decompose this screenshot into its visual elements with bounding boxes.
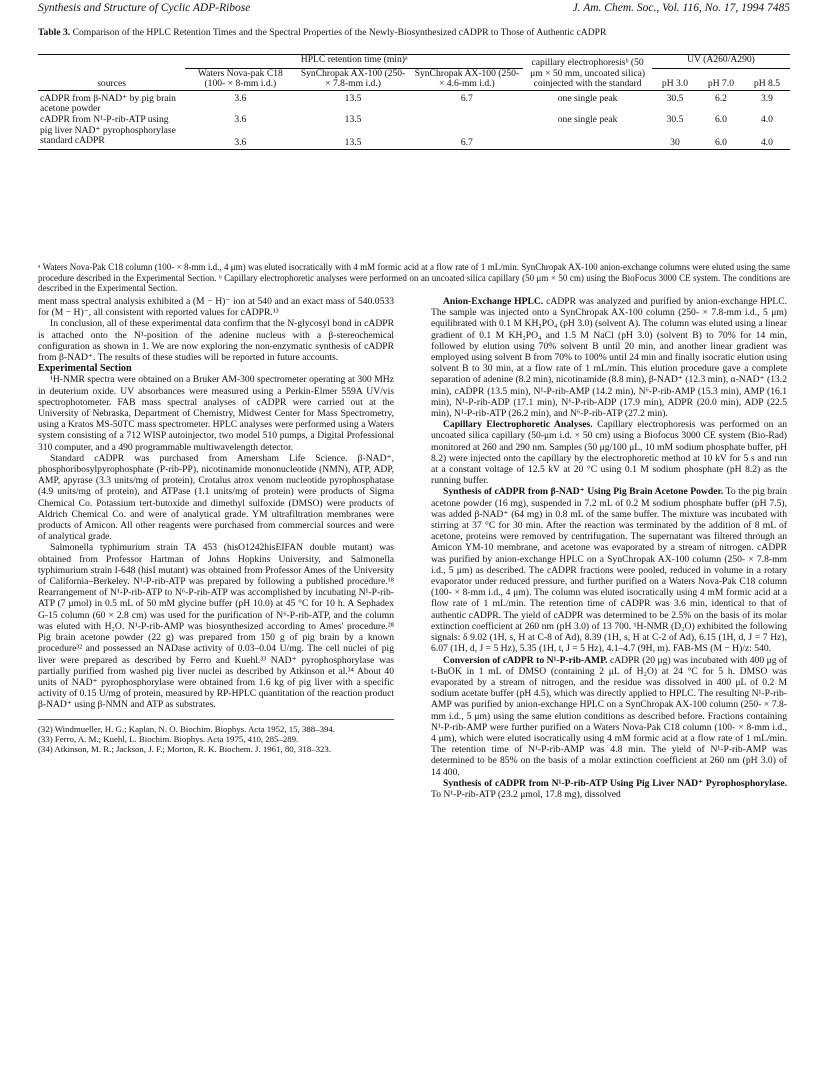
paragraph: Standard cADPR was purchased from Amersham Life Science. β-NAD⁺, phosphoribosylpyrophosphate (P-rib-PP), nicotinamide mononucleotide (NMN), ATP, ADP, AMP, apyrase (3.3 units/mg of protein), Crotalus atrox venom nucleotide pyrophosphatase (4.9 units/mg of protein), and ATPase (1.1 units/mg of protein) were products of Sigma Chemical Co. Potassium tert-butoxide and dimethyl sulfoxide (DMSO) were products of Aldrich Chemical Co. and were of analytical grade. YM ultrafiltration membranes were products of Amicon. All other reagents were purchased from commercial sources and were of analytical grade. <box>38 452 394 543</box>
row-ph30: 30 <box>670 137 680 149</box>
run-in-heading: Synthesis of cADPR from N¹-P-rib-ATP Using Pig Liver NAD⁺ Pyrophosphorylase. <box>443 777 787 789</box>
running-head <box>38 2 790 20</box>
run-in-heading: Synthesis of cADPR from β-NAD⁺ Using Pig Brain Acetone Powder. <box>443 486 724 498</box>
row-ph70: 6.0 <box>714 113 727 125</box>
row-waters: 3.6 <box>234 137 247 149</box>
row-ph85: 3.9 <box>760 92 773 104</box>
row-ax46: 6.7 <box>460 137 473 149</box>
paragraph-text: cADPR (20 μg) was incubated with 400 μg of t-BuOK in 1 mL of DMSO (containing 2 μL of H₂O) at 24 °C for 5 h. DMSO was evaporated by a stream of nitrogen, and the residue was dissolved in 400 μL of 0.2 M sodium acetate buffer (pH 4.5), which was directly applied to HPLC. The resulting N¹-P-rib-AMP was purified by anion-exchange HPLC on a SynChropak AX-100 column (250- × 7.8-mm i.d., 5 μm) using the same elution conditions as described before. Fractions containing N¹-P-rib-AMP were further purified on a Waters Nova-Pak C18 column (100- × 8-mm i.d., 4 μm), which were eluted isocratically using 4 mM formic acid at a flow rate of 1 mL/min. The retention time of N¹-P-rib-AMP was 4.8 min. The yield of N¹-P-rib-AMP was determined to be 85% on the basis of a molar extinction coefficient at 260 nm (pH 3.0) of 14 400. <box>431 654 787 778</box>
right-column <box>431 296 787 800</box>
paragraph <box>431 655 787 778</box>
table-caption-text: Comparison of the HPLC Retention Times and the Spectral Properties of the Newly-Biosynthesized cADPR to Those of Authentic cADPR <box>72 27 607 38</box>
uv-group-header: UV (A260/A290) <box>652 55 790 69</box>
table-footnote: ᵃ Waters Nova-Pak C18 column (100- × 8-mm i.d., 4 μm) was eluted isocratically with 4 mM formic acid at a flow rate of 1 mL/min. SynChropak AX-100 anion-exchange columns were eluted using the same procedure described in the Experimental Section. ᵇ Capillary electrophoretic analyses were performed on an uncoated silica capillary (50 μm × 50 cm) using the BioFocus 3000 CE system. The conditions are described in the Experimental Section. <box>38 262 790 293</box>
ph85-header: pH 8.5 <box>753 78 781 90</box>
row-ph70: 6.2 <box>714 92 727 104</box>
run-in-heading: Anion-Exchange HPLC. <box>443 296 544 307</box>
run-in-heading: Capillary Electrophoretic Analyses. <box>443 419 593 431</box>
table-caption <box>38 27 790 38</box>
hplc-group-header: HPLC retention time (min)ᵃ <box>185 55 523 69</box>
run-in-heading: Conversion of cADPR to N¹-P-rib-AMP. <box>443 654 608 666</box>
row-ph70: 6.0 <box>714 137 727 149</box>
paragraph-text: Capillary electrophoresis was performed on an uncoated silica capillary (50-μm i.d. × 50 cm) using a Biofocus 3000 CE system (Bio-Rad) monitored at 260 and 290 nm. Samples (50 μg/100 μL, 10 mM sodium phosphate buffer, pH 8.2) were injected onto the capillary by the electrophoretic method at 10 kV for 5 s and run at a constant voltage of 12.5 kV at 20 °C using 0.1 M sodium phosphate (pH 8.2) as the running buffer. <box>431 419 787 487</box>
paragraph <box>431 296 787 419</box>
left-column <box>38 296 394 754</box>
reference: (34) Atkinson, M. R.; Jackson, J. F.; Morton, R. K. Biochem. J. 1961, 80, 318–323. <box>38 743 332 754</box>
row-ax78: 13.5 <box>344 137 362 149</box>
running-head-title: Synthesis and Structure of Cyclic ADP-Ribose <box>38 2 251 14</box>
row-ph85: 4.0 <box>760 113 773 125</box>
reference-list <box>38 719 394 755</box>
row-ph85: 4.0 <box>760 137 773 149</box>
paragraph <box>431 486 787 654</box>
paragraph-text: cADPR was analyzed and purified by anion-exchange HPLC. The sample was injected onto a SynChropak AX-100 column (250- × 7.8-mm i.d., 5 μm) equilibrated with 0.1 M KH₂PO₄ (pH 3.0) (solvent A). The column was eluted using a linear gradient of 0.1 M KH₂PO₄ and 1.5 M NaCl (pH 3.0) (solvent B) to 70% for 14 min, followed by elution using 70% solvent B until 20 min, and another linear gradient was employed using solvent B from 70% to 100% until 24 min and finally isocratic elution using solvent B to 30 min, at a flow rate of 1 mL/min. This elution procedure gave a complete separation of adenine (8.2 min), nicotinamide (8.8 min), β-NAD⁺ (12.3 min), α-NAD⁺ (13.2 min), cADPR (13.5 min), N¹-P-rib-AMP (14.2 min), N⁶-P-rib-AMP (15.3 min), AMP (16.1 min), N¹-P-rib-ADP (17.1 min), N⁶-P-rib-ADP (17.9 min), ADPR (20.0 min), ADP (22.5 min), N¹-P-rib-ATP (26.2 min), and N⁶-P-rib-ATP (27.2 min). <box>431 296 788 420</box>
paragraph: Salmonella typhimurium strain TA 453 (hisO1242hisEIFAN double mutant) was obtained from Professor Hartman of Johns Hopkins University, and Salmonella typhimurium strain I-648 (hisI mutant) was obtained from Professor Ames of the University of California–Berkeley. N¹-P-rib-ATP was prepared by following a published procedure.¹⁸ Rearrangement of N¹-P-rib-ATP to N⁶-P-rib-ATP was accomplished by incubating N¹-P-rib-ATP (7 μmol) in 0.5 mL of 50 mM glycine buffer (pH 10.0) at 45 °C for 10 h. A Sephadex G-15 column (60 × 2.8 cm) was used for the purification of N⁶-P-rib-ATP, and the column was eluted with H₂O. N¹-P-rib-AMP was biosynthesized according to Ames' procedure.²⁸ Pig brain acetone powder (22 g) was prepared from 150 g of pig brain by a known procedure³² and possessed an NADase activity of 0.03–0.04 U/mg. The cell nuclei of pig liver were prepared as described by Ferro and Kuehl.³³ NAD⁺ pyrophosphorylase was partially purified from washed pig liver nuclei as described by Atkinson et al.³⁴ About 40 units of NAD⁺ pyrophosphorylase were obtained from 1.6 kg of pig liver with a specific activity of 0.15 U/mg of protein, measured by RP-HPLC quantitation of the reaction product β-NAD⁺ using β-NMN and ATP as substrates. <box>38 542 394 711</box>
row-ax78: 13.5 <box>344 113 362 125</box>
running-head-citation: J. Am. Chem. Soc., Vol. 116, No. 17, 1994 7485 <box>572 2 790 14</box>
row-waters: 3.6 <box>234 92 247 104</box>
ph70-header: pH 7.0 <box>707 78 735 90</box>
paragraph <box>431 778 787 800</box>
row-ph30: 30.5 <box>666 92 684 104</box>
row-source: cADPR from N¹-P-rib-ATP using pig liver NAD⁺ pyrophosphorylase <box>40 113 176 136</box>
sources-header: sources <box>97 78 126 90</box>
paragraph: ment mass spectral analysis exhibited a (M − H)⁻ ion at 540 and an exact mass of 540.0533 for (M − H)⁻, all consistent with reported values for cADPR.¹³ <box>38 296 394 319</box>
row-ce: one single peak <box>557 113 618 125</box>
row-ph30: 30.5 <box>666 113 684 125</box>
journal-page <box>38 0 790 1068</box>
paragraph: In conclusion, all of these experimental data confirm that the N-glycosyl bond in cADPR is attached onto the N¹-position of the adenine nucleus with a β-stereochemical configuration as shown in 1. We are now exploring the non-enzymatic synthesis of cADPR from β-NAD⁺. The results of these studies will be reported in future accounts. <box>38 318 394 364</box>
paragraph <box>431 419 787 486</box>
paragraph-text: To N¹-P-rib-ATP (23.2 μmol, 17.8 mg), dissolved <box>431 788 621 800</box>
synchropak-46-column-header: SynChropak AX-100 (250- × 4.6-mm i.d.) <box>414 67 520 90</box>
section-heading: Experimental Section <box>38 363 132 375</box>
row-ce <box>523 136 652 149</box>
row-source: cADPR from β-NAD⁺ by pig brain acetone powder <box>40 92 176 115</box>
table-row <box>38 115 790 136</box>
row-ce: one single peak <box>557 92 618 104</box>
row-ax78: 13.5 <box>344 92 362 104</box>
row-ax46 <box>411 115 524 136</box>
table-label: Table 3. <box>38 27 71 38</box>
table-row <box>38 136 790 149</box>
ph30-header: pH 3.0 <box>661 78 689 90</box>
comparison-table <box>38 54 790 150</box>
row-source: standard cADPR <box>40 135 105 147</box>
row-waters: 3.6 <box>234 113 247 125</box>
waters-column-header: Waters Nova-pak C18 (100- × 8-mm i.d.) <box>197 67 283 90</box>
paragraph-text: To the pig brain acetone powder (16 mg), suspended in 7.2 mL of 0.2 M sodium phosphate buffer (pH 7.5), was added β-NAD⁺ (64 mg) in 0.8 mL of the same buffer. The mixture was incubated with stirring at 37 °C for 30 min. After the reaction was terminated by the addition of 8 mL of acetone, proteins were removed by centrifugation. The supernatant was filtered through an Amicon YM-10 membrane, and acetone was evaporated by a stream of nitrogen. cADPR was purified by anion-exchange HPLC on a SynChropak AX-100 column (250- × 7.8-mm i.d., 5 μm) as described. The cADPR fractions were pooled, reduced in volume in a rotary evaporator under reduced pressure, and further purified on a Waters Nova-Pak C18 column (100- × 8-mm i.d., 4 μm). The column was eluted isocratically using 4 mM formic acid at a flow rate of 1 mL/min. The retention time of cADPR was 3.6 min, identical to that of authentic cADPR. The yield of cADPR was determined to be 2.5% on the basis of its molar extinction coefficient at 260 nm (pH 3.0) of 13 700. ¹H-NMR (D₂O) exhibited the following signals: δ 9.02 (1H, s, H at C-8 of Ad), 8.39 (1H, s, H at C-2 of Ad), 6.15 (1H, d, J = 7 Hz), 6.07 (1H, d, J = 5 Hz), 5.35 (1H, t, J = 5 Hz), 4.1–4.7 (9H, m). FAB-MS (M − H)/z: 540. <box>431 486 788 655</box>
synchropak-78-column-header: SynChropak AX-100 (250- × 7.8-mm i.d.) <box>300 67 406 90</box>
table-row <box>38 90 790 115</box>
reference: (33) Ferro, A. M.; Kuehl, L. Biochim. Biophys. Acta 1975, 410, 285–289. <box>38 733 299 744</box>
paragraph: ¹H-NMR spectra were obtained on a Bruker AM-300 spectrometer operating at 300 MHz in deuterium oxide. UV absorbances were measured using a Perkin-Elmer 559A UV/vis spectrophotometer. FAB mass spectral analyses of cADPR were carried out at the University of Nebraska, Department of Chemistry, Midwest Center for Mass Spectrometry, using a Kratos MS-50TC mass spectrometer. HPLC analyses were performed using a Waters system consisting of a 712 WISP autoinjector, two model 510 pumps, a Digital Professional 310 computer, and a 490 programmable multiwavelength detector. <box>38 374 394 453</box>
row-ax46: 6.7 <box>460 92 473 104</box>
reference: (32) Windmueller, H. G.; Kaplan, N. O. Biochim. Biophys. Acta 1952, 15, 388–394. <box>38 723 335 734</box>
ce-group-header: capillary electrophoresisᵇ (50 μm × 50 mm, uncoated silica) coinjected with the standard <box>530 57 646 90</box>
